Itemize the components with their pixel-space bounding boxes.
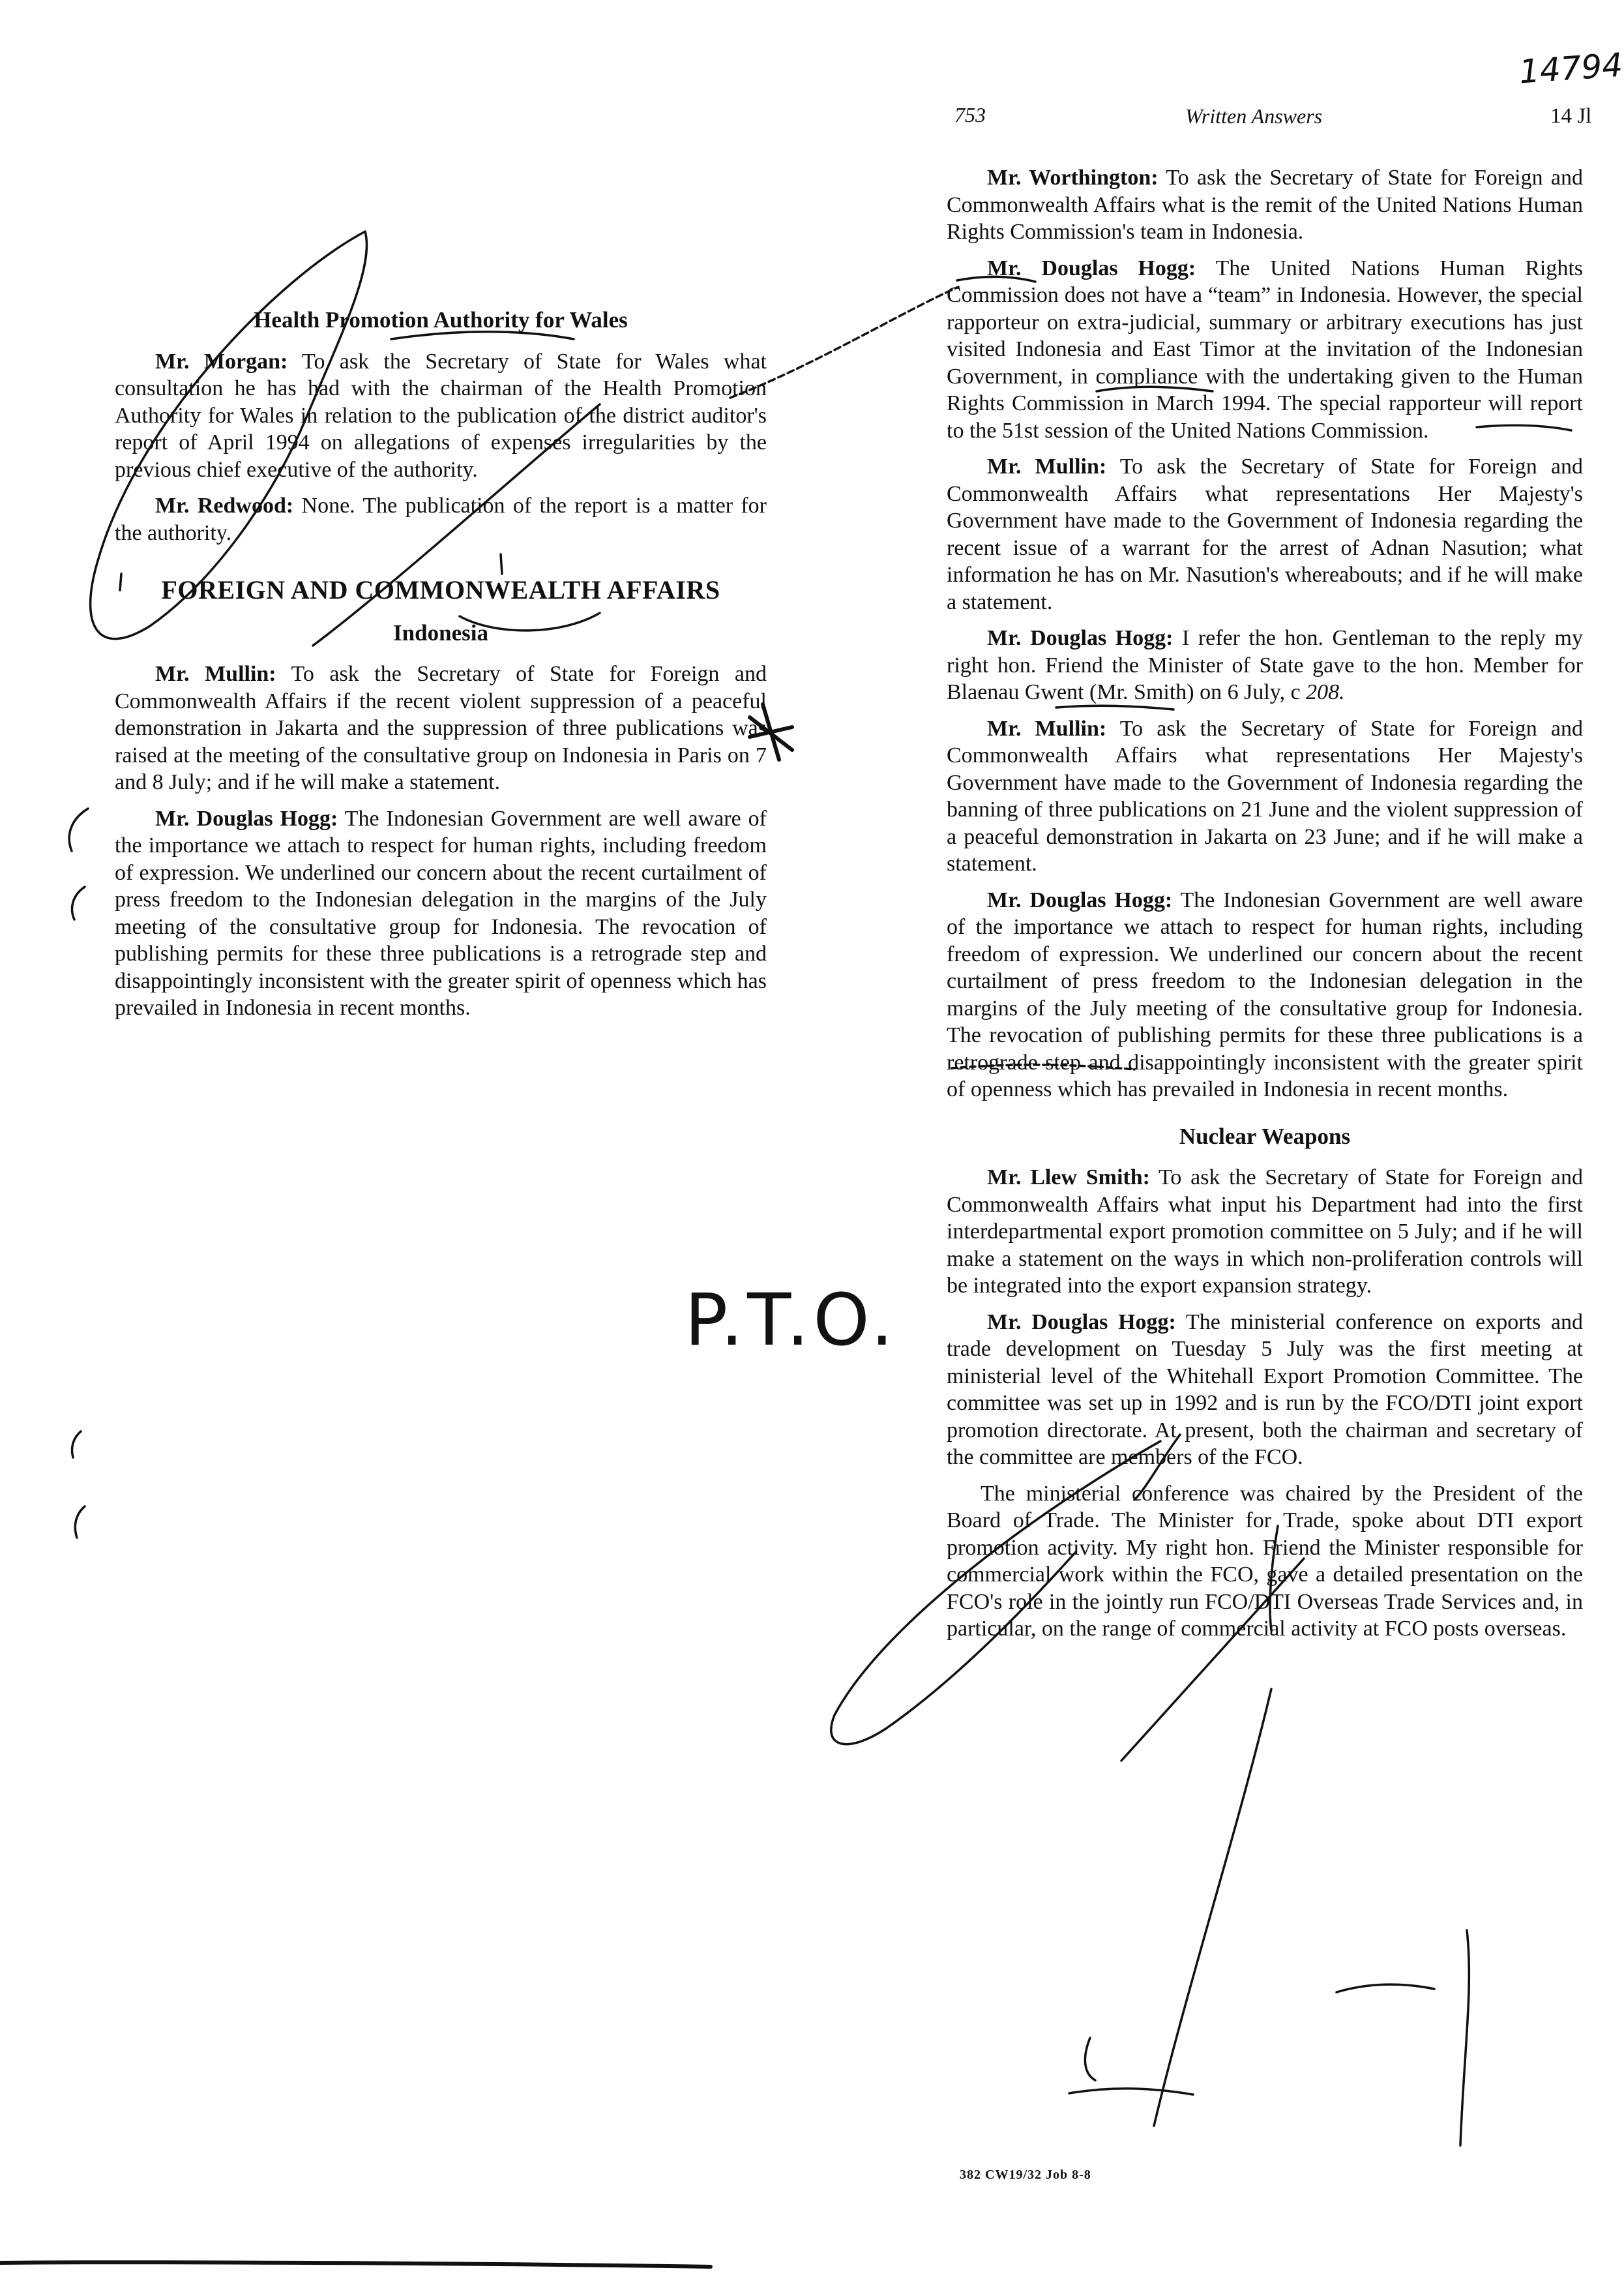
speaker-name: Mr. Mullin: (155, 662, 276, 686)
crossout-stroke-right (1121, 1559, 1304, 1761)
speaker-name: Mr. Douglas Hogg: (987, 888, 1173, 912)
speaker-name: Mr. Mullin: (987, 455, 1107, 479)
underline-mark (1069, 2089, 1193, 2095)
answer-text: None. The publication of the report is a matter for the authority. (115, 494, 767, 545)
margin-bracket (72, 1431, 81, 1457)
handwritten-reference-number: 14794 (1518, 46, 1624, 91)
crossout-stroke-right (1134, 1435, 1180, 1500)
underline-mark (952, 1065, 1134, 1069)
major-heading: FOREIGN AND COMMONWEALTH AFFAIRS (161, 575, 720, 605)
margin-bracket (69, 809, 88, 851)
question-text: To ask the Secretary of State for Foreign and Commonwealth Affairs what is the remit of the United Nations Human Rights Commission's team in Indonesia. (947, 166, 1583, 244)
crossout-stroke-left (313, 404, 600, 646)
speaker-name: Mr. Mullin: (987, 716, 1107, 741)
margin-bracket (75, 1506, 85, 1538)
margin-tick (120, 574, 121, 590)
margin-tick (501, 554, 502, 574)
question-text: To ask the Secretary of State for Foreign and Commonwealth Affairs what input his Department had into the first interdepartmental export promotion committee on 5 July; and if he will make a statement on the ways in which non-proliferation controls will be integrated into the export expansion strategy. (947, 1165, 1583, 1298)
underline-mark (957, 276, 1035, 282)
column-reference: 208. (1306, 680, 1345, 704)
connector-line (730, 287, 958, 398)
section-title-nuclear-weapons: Nuclear Weapons (1179, 1123, 1351, 1149)
section-title-indonesia: Indonesia (393, 620, 488, 646)
crossout-loop-left (91, 231, 367, 639)
speaker-name: Mr. Llew Smith: (987, 1165, 1150, 1189)
crossout-stroke-answer (1336, 1984, 1434, 1992)
speaker-name: Mr. Redwood: (155, 494, 294, 518)
speaker-name: Mr. Morgan: (155, 349, 288, 374)
crossout-stroke-answer (1460, 1930, 1469, 2145)
underline-mark (1056, 706, 1174, 709)
answer-text: The Indonesian Government are well aware of the importance we attach to respect for human rights, including freedom of expression. We underlined our concern about the recent curtailment of press freedom to the Indonesian delegation in the margins of the July meeting of the consultative group for Indonesia. The revocation of publishing permits for these three publications is a retrograde step and disappointingly inconsistent with the greater spirit of openness which has prevailed in Indonesia in recent months. (115, 806, 767, 1020)
crossout-curve-report (460, 613, 600, 631)
speaker-name: Mr. Douglas Hogg: (987, 256, 1196, 280)
speaker-name: Mr. Douglas Hogg: (987, 1309, 1176, 1334)
running-header-section: Written Answers (1185, 104, 1323, 128)
question-text: To ask the Secretary of State for Foreign and Commonwealth Affairs what representations Her Majesty's Government have made to the Government of Indonesia regarding the banning of three publications on 21 June and the violent suppression of a peaceful demonstration in Jakarta on 23 June; and if he will make a statement. (947, 716, 1583, 876)
crossout-loop-right (831, 1441, 1160, 1744)
answer-text: The United Nations Human Rights Commission does not have a “team” in Indonesia. However, the special rapporteur on extra-judicial, summary or arbitrary executions has just visited Indonesia and East Timor at the invitation of the Indonesian Government, in compliance with the undertaking given to the Human Rights Commission in March 1994. The special rapporteur will report to the 51st session of the United Nations Commission. (947, 256, 1583, 443)
crossout-stroke-right (1270, 1526, 1278, 1630)
asterisk-mark (750, 704, 792, 760)
margin-bracket (72, 887, 85, 919)
running-header-date: 14 Jl (1550, 104, 1592, 128)
section-title-health-promotion: Health Promotion Authority for Wales (254, 307, 628, 333)
binding-edge-line (0, 2262, 711, 2267)
underline-mark (1097, 387, 1213, 391)
answer-text: The ministerial conference was chaired by the President of the Board of Trade. The Minister for Trade, spoke about DTI export promotion activity. My right hon. Friend the Minister responsible for commercial work within the FCO, gave a detailed presentation on the FCO's role in the jointly run FCO/DTI Overseas Trade Services and, in particular, on the range of commercial activity at FCO posts overseas. (947, 1481, 1583, 1641)
crossout-stroke-answer (1154, 1689, 1271, 2126)
page-number: 753 (954, 103, 986, 127)
answer-text: I refer the hon. Gentleman to the reply my right hon. Friend the Minister of State gave to the hon. Member for Blaenau Gwent (Mr. Smith) on 6 July, c (947, 626, 1583, 704)
question-text: To ask the Secretary of State for Foreign and Commonwealth Affairs if the recent violent suppression of a peaceful demonstration in Jakarta and the suppression of three publications was raised at the meeting of the consultative group on Indonesia in Paris on 7 and 8 July; and if he will make a statement. (115, 662, 767, 794)
speaker-name: Mr. Douglas Hogg: (155, 806, 338, 831)
question-text: To ask the Secretary of State for Foreign and Commonwealth Affairs what representations Her Majesty's Government have made to the Government of Indonesia regarding the recent issue of a warrant for the arrest of Adnan Nasution; what information he has on Mr. Nasution's whereabouts; and if he will make a statement. (947, 455, 1583, 614)
question-text: To ask the Secretary of State for Wales what consultation he has had with the chairman of the Health Promotion Authority for Wales in relation to the publication of the district auditor's report of April 1994 on allegations of expenses irregularities by the previous chief executive of the authority. (115, 349, 767, 482)
underline-mark (1477, 425, 1571, 430)
answer-text: The ministerial conference on exports and trade development on Tuesday 5 July was the first meeting at ministerial level of the Whitehall Export Promotion Committee. The committee was set up in 1992 and is run by the FCO/DTI joint export promotion directorate. At present, both the chairman and secretary of the committee are members of the FCO. (947, 1309, 1583, 1469)
speaker-name: Mr. Douglas Hogg: (987, 626, 1174, 650)
print-job-code: 382 CW19/32 Job 8-8 (960, 2168, 1091, 2182)
answer-text: The Indonesian Government are well aware of the importance we attach to respect for human rights, including freedom of expression. We underlined our concern about the recent curtailment of press freedom to the Indonesian delegation in the margins of the July meeting of the consultative group for Indonesia. The revocation of publishing permits for these three publications is a retrograde step and disappointingly inconsistent with the greater spirit of openness which has prevailed in Indonesia in recent months. (947, 888, 1584, 1101)
crossout-stroke-answer (1085, 2038, 1095, 2080)
crossout-underline-title (391, 332, 574, 339)
handwritten-pto: P.T.O. (685, 1278, 898, 1362)
speaker-name: Mr. Worthington: (987, 166, 1159, 190)
